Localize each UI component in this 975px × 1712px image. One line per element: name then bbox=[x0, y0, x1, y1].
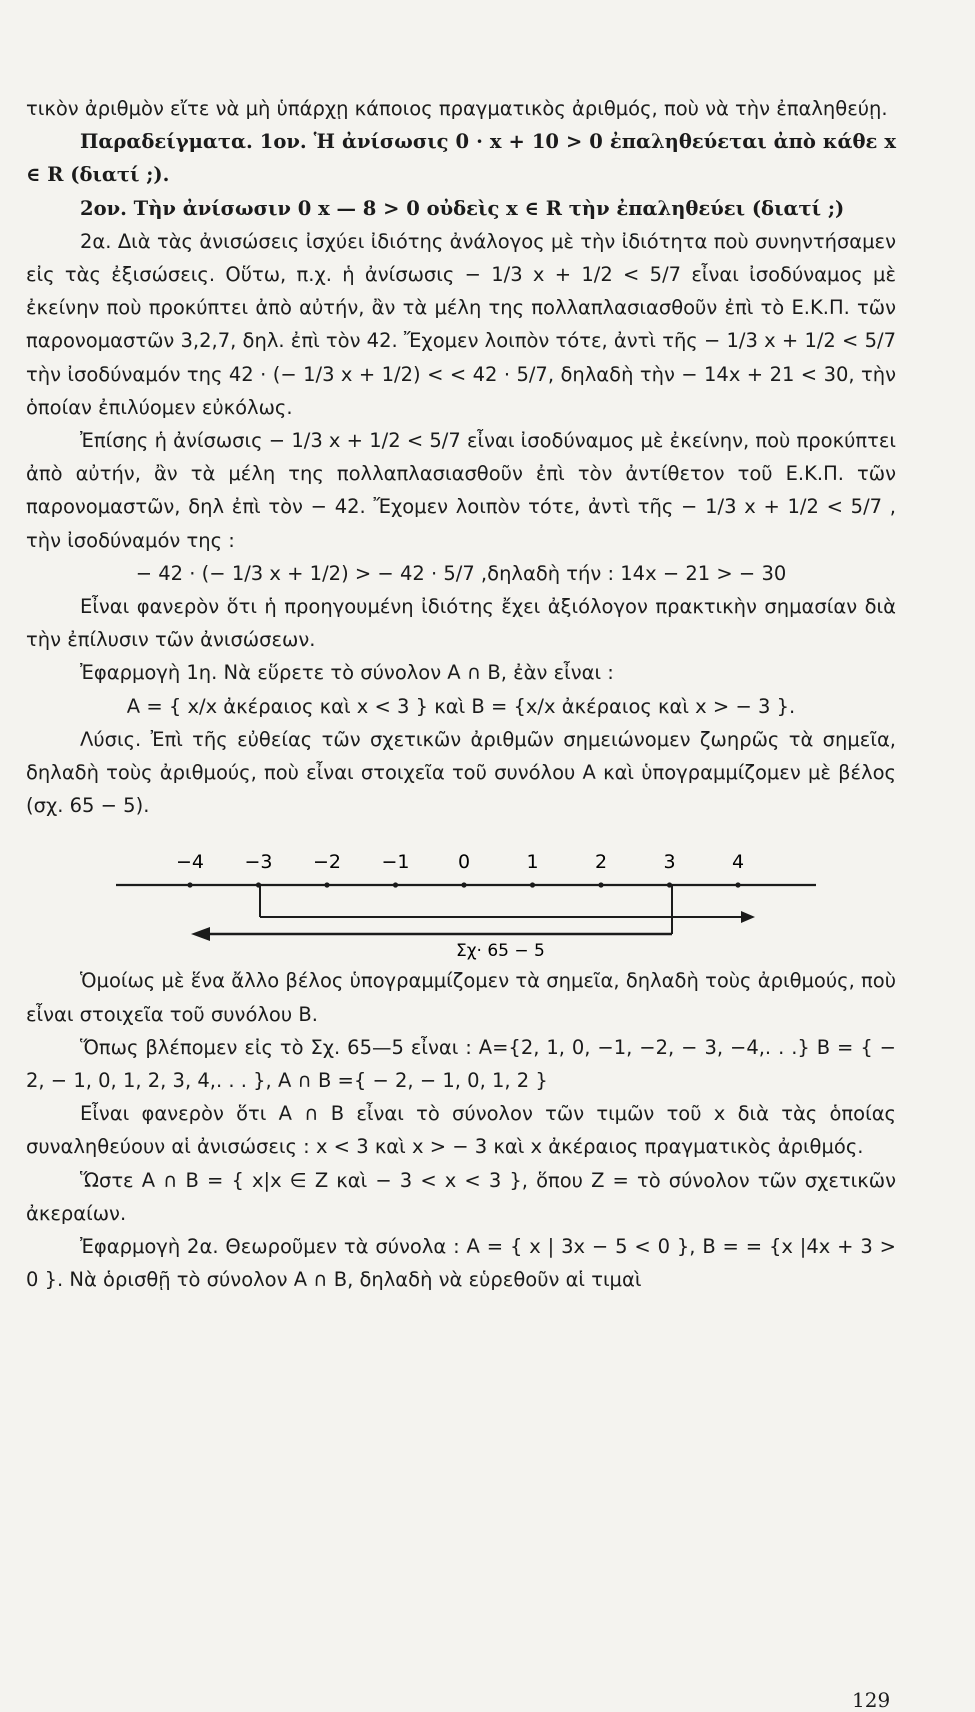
number-line-figure bbox=[26, 848, 896, 960]
paragraph-solution: Λύσις. Ἐπὶ τῆς εὐθείας τῶν σχετικῶν ἀριθμῶν σημειώνομεν ζωηρῶς τὰ σημεῖα, δηλαδὴ τοὺς ἀριθμούς, ποὺ εἶναι στοιχεῖα τοῦ συνόλου Α καὶ ὑπογραμμίζομεν μὲ βέλος (σχ. 65 − 5). bbox=[26, 727, 896, 818]
paragraph: Εἶναι φανερὸν ὅτι ἡ προηγουμένη ἰδιότης ἔχει ἀξιόλογον πρακτικὴν σημασίαν διὰ τὴν ἐπίλυσιν τῶν ἀνισώσεων. bbox=[26, 595, 896, 652]
example-2-text: 2ον. Τὴν ἀνίσωσιν 0 x — 8 > 0 οὐδεὶς x ∈ R τὴν ἐπαληθεύει (διατί ;) bbox=[80, 196, 845, 220]
tick-label: 0 bbox=[457, 851, 471, 874]
paragraph: 2α. Διὰ τὰς ἀνισώσεις ἰσχύει ἰδιότης ἀνάλογος μὲ τὴν ἰδιότητα ποὺ συνηντήσαμεν εἰς τὰς ἐξισώσεις. Οὕτω, π.χ. ἡ ἀνίσωσις − 1/3 x + 1/2 < 5/7 εἶναι ἰσοδύναμος μὲ ἐκείνην ποὺ προκύπτει ἀπὸ αὐτήν, ἂν τὰ μέλη της πολλαπλασιασθοῦν ἐπὶ τὸ Ε.Κ.Π. τῶν παρονομαστῶν 3,2,7, δηλ. ἐπὶ τὸν 42. Ἔχομεν λοιπὸν τότε, ἀντὶ τῆς − 1/3 x + 1/2 < 5/7 τὴν ἰσοδύναμόν της 42 · (− 1/3 x + 1/2) < < 42 · 5/7, δηλαδὴ τὴν − 14x + 21 < 30, τὴν ὁποίαν ἐπιλύομεν εὐκόλως. bbox=[26, 229, 896, 419]
set-a-arrowhead-icon bbox=[191, 927, 210, 941]
equation-line: − 42 · (− 1/3 x + 1/2) > − 42 · 5/7 ,δηλαδὴ τήν : 14x − 21 > − 30 bbox=[135, 561, 787, 585]
tick-label: 3 bbox=[663, 851, 676, 874]
paragraph-sets-result: Ὅπως βλέπομεν εἰς τὸ Σχ. 65—5 εἶναι : Α={2, 1, 0, −1, −2, − 3, −4,. . .} Β = { − 2, − 1, 0, 1, 2, 3, 4,. . . }, Α ∩ Β ={ − 2, − 1, 0, 1, 2 } bbox=[26, 1035, 896, 1093]
body-text bbox=[26, 92, 896, 1297]
paragraph-example-2 bbox=[26, 192, 896, 225]
set-definition-line: Α = { x/x ἀκέραιος καὶ x < 3 } καὶ Β = {x/x ἀκέραιος καὶ x > − 3 }. bbox=[126, 694, 796, 718]
paragraph-application-2: Ἐφαρμογὴ 2α. Θεωροῦμεν τὰ σύνολα : Α = { x | 3x − 5 < 0 }, Β = = {x |4x + 3 > 0 }. Νὰ ὁρισθῇ τὸ σύνολον Α ∩ Β, δηλαδὴ νὰ εὑρεθοῦν αἱ τιμαὶ bbox=[26, 1235, 896, 1292]
tick-label: −3 bbox=[244, 851, 273, 874]
set-b-arrowhead-icon bbox=[741, 911, 755, 923]
tick-label: 1 bbox=[526, 851, 539, 874]
page-number: 129 bbox=[852, 1688, 891, 1712]
tick-labels bbox=[176, 851, 744, 888]
number-line-svg bbox=[26, 848, 896, 960]
tick-label: −1 bbox=[381, 851, 410, 874]
paragraph-application-1: Ἐφαρμογὴ 1η. Νὰ εὕρετε τὸ σύνολον Α ∩ Β, ἐὰν εἶναι : bbox=[80, 661, 614, 685]
heading-examples: Παραδείγματα. 1ον. Ἡ ἀνίσωσις 0 · x + 10 > 0 ἐπαληθεύεται ἀπὸ κάθε x ∈ R (διατί ;). bbox=[26, 130, 896, 187]
tick-label: −4 bbox=[175, 851, 205, 874]
tick-label: −2 bbox=[312, 851, 342, 874]
tick-label: 2 bbox=[594, 851, 608, 874]
paragraph: Εἶναι φανερὸν ὅτι Α ∩ Β εἶναι τὸ σύνολον τῶν τιμῶν τοῦ x διὰ τὰς ὁποίας συναληθεύουν αἱ ἀνισώσεις : x < 3 καὶ x > − 3 καὶ x ἀκέραιος πραγματικὸς ἀριθμός. bbox=[26, 1102, 896, 1159]
paragraph: Ὥστε Α ∩ Β = { x|x ∈ Z καὶ − 3 < x < 3 }, ὅπου Z = τὸ σύνολον τῶν σχετικῶν ἀκεραίων. bbox=[26, 1168, 896, 1225]
paragraph-examples bbox=[26, 125, 896, 191]
paragraph: Ἐπίσης ἡ ἀνίσωσις − 1/3 x + 1/2 < 5/7 εἶναι ἰσοδύναμος μὲ ἐκείνην, ποὺ προκύπτει ἀπὸ αὐτήν, ἂν τὰ μέλη της πολλαπλασιασθοῦν ἐπὶ τὸν ἀντίθετον τοῦ Ε.Κ.Π. τῶν παρονομαστῶν, δηλ ἐπὶ τὸν − 42. Ἔχομεν λοιπὸν τότε, ἀντὶ τῆς − 1/3 x + 1/2 < 5/7 , τὴν ἰσοδύναμόν της : bbox=[26, 429, 896, 552]
paragraph: Ὁμοίως μὲ ἕνα ἄλλο βέλος ὑπογραμμίζομεν τὰ σημεῖα, δηλαδὴ τοὺς ἀριθμούς, ποὺ εἶναι στοιχεῖα τοῦ συνόλου Β. bbox=[26, 969, 896, 1026]
paragraph: τικὸν ἀριθμὸν εἴτε νὰ μὴ ὑπάρχῃ κάποιος πραγματικὸς ἀριθμός, ποὺ νὰ τὴν ἐπαληθεύῃ. bbox=[26, 97, 888, 120]
tick-label: 4 bbox=[731, 851, 745, 874]
figure-caption: Σχ· 65 − 5 bbox=[456, 941, 545, 961]
